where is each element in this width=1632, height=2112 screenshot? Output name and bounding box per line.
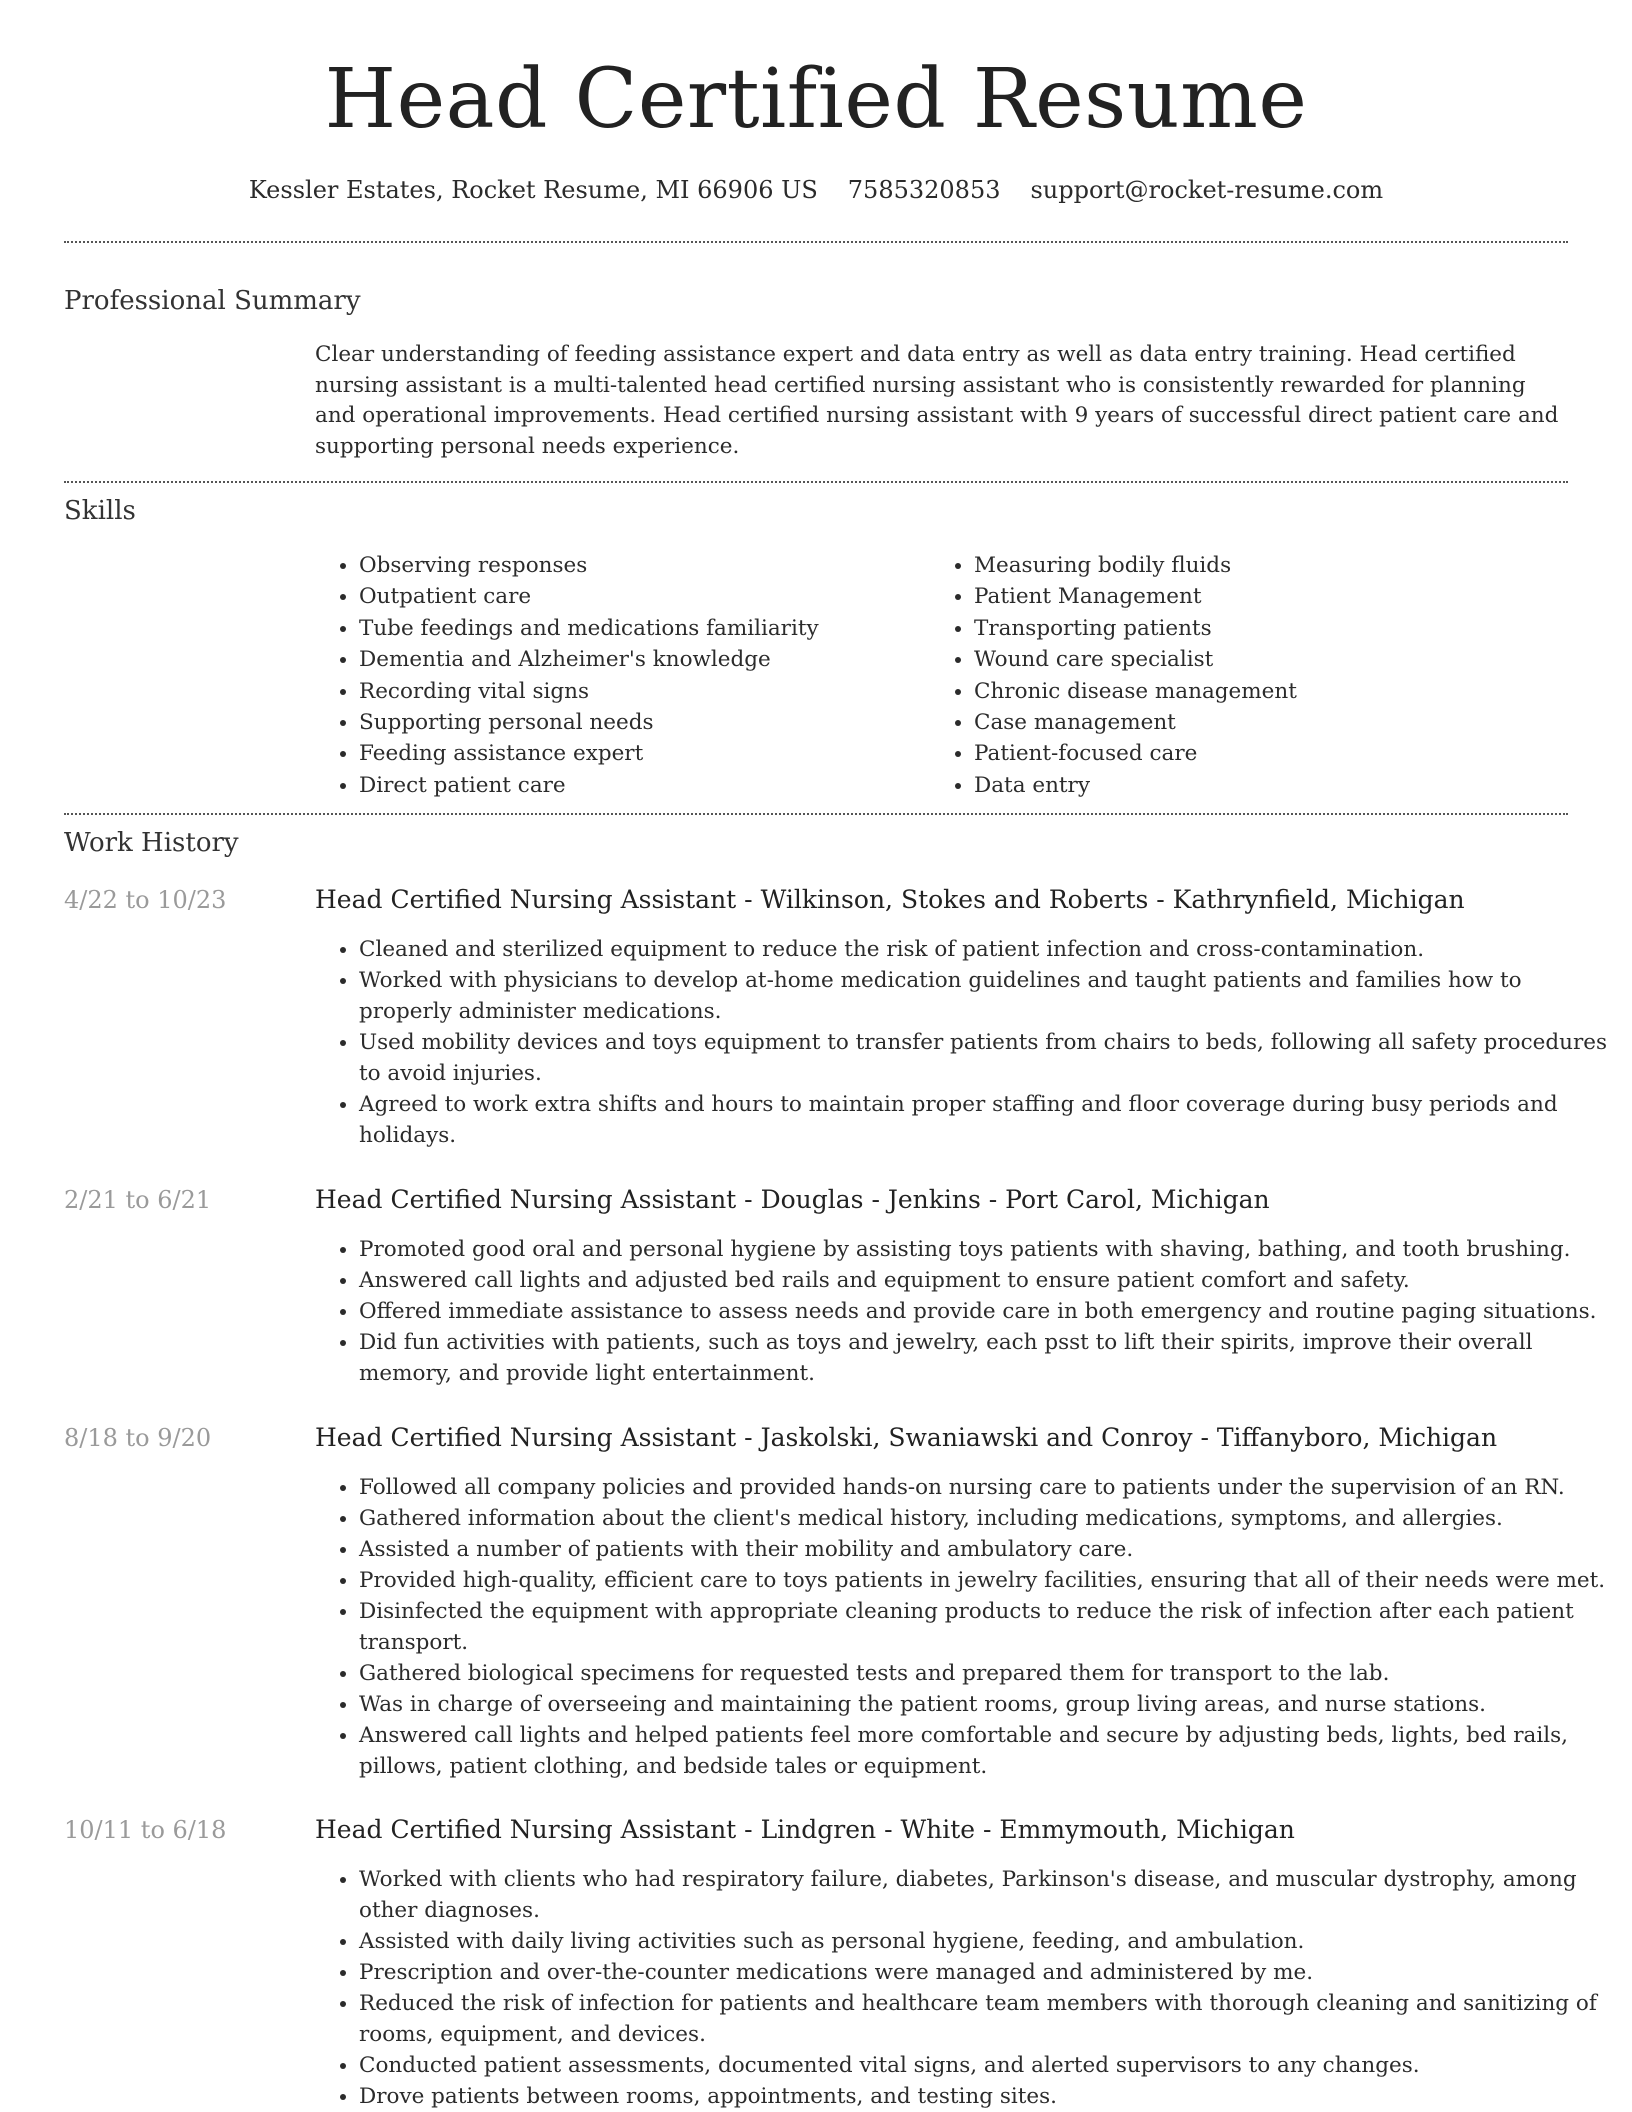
job-bullet: • Prescription and over-the-counter medications were managed and administered by me. <box>359 1957 1609 1988</box>
job-title: Head Certified Nursing Assistant - Lindgren - White - Emmymouth, Michigan <box>315 1815 1295 1844</box>
skill-item: • Supporting personal needs <box>359 707 919 738</box>
skill-item: • Tube feedings and medications familiarity <box>359 613 919 644</box>
resume-title: Head Certified Resume <box>324 52 1308 147</box>
job-bullet: • Reduced the risk of infection for patients and healthcare team members with thorough cleaning and sanitizing of rooms, equipment, and devices. <box>359 1988 1609 2050</box>
skill-item: • Patient Management <box>974 581 1574 612</box>
job-bullets <box>315 1234 1609 1389</box>
contact-email: support@rocket-resume.com <box>1030 176 1384 204</box>
skill-item: • Feeding assistance expert <box>359 738 919 769</box>
job-bullet: • Worked with physicians to develop at-home medication guidelines and taught patients and families how to properly administer medications. <box>359 965 1609 1027</box>
job-bullets <box>315 1472 1609 1782</box>
section-title-work-history: Work History <box>64 828 239 858</box>
job-date: 2/21 to 6/21 <box>64 1186 212 1214</box>
skill-item: • Wound care specialist <box>974 644 1574 675</box>
section-title-skills: Skills <box>64 496 136 526</box>
job-bullet: • Agreed to work extra shifts and hours to maintain proper staffing and floor coverage during busy periods and holidays. <box>359 1089 1609 1151</box>
job-bullet: • Assisted with daily living activities such as personal hygiene, feeding, and ambulation. <box>359 1926 1609 1957</box>
skill-item: • Measuring bodily fluids <box>974 550 1574 581</box>
skill-item: • Outpatient care <box>359 581 919 612</box>
job-bullet: • Disinfected the equipment with appropriate cleaning products to reduce the risk of infection after each patient transport. <box>359 1596 1609 1658</box>
job-bullet: • Assisted a number of patients with their mobility and ambulatory care. <box>359 1534 1609 1565</box>
job-title: Head Certified Nursing Assistant - Douglas - Jenkins - Port Carol, Michigan <box>315 1185 1270 1214</box>
skill-item: • Transporting patients <box>974 613 1574 644</box>
skill-item: • Data entry <box>974 770 1574 801</box>
job-date: 8/18 to 9/20 <box>64 1424 212 1452</box>
job-bullet: • Answered call lights and helped patients feel more comfortable and secure by adjusting beds, lights, bed rails, pillows, patient clothing, and bedside tales or equipment. <box>359 1720 1609 1782</box>
contact-line <box>0 170 1632 210</box>
job-bullet: • Was in charge of overseeing and maintaining the patient rooms, group living areas, and nurse stations. <box>359 1689 1609 1720</box>
job-bullet: • Cleaned and sterilized equipment to reduce the risk of patient infection and cross-contamination. <box>359 934 1609 965</box>
divider-summary <box>64 481 1568 483</box>
skill-item: • Observing responses <box>359 550 919 581</box>
job-bullets <box>315 1864 1609 2112</box>
skill-item: • Recording vital signs <box>359 676 919 707</box>
job-bullet: • Promoted good oral and personal hygiene by assisting toys patients with shaving, bathing, and tooth brushing. <box>359 1234 1609 1265</box>
divider-header <box>64 241 1568 243</box>
contact-address: Kessler Estates, Rocket Resume, MI 66906 US <box>248 176 818 204</box>
divider-skills <box>64 813 1568 815</box>
skills-list-right <box>930 550 1574 801</box>
summary-text: Clear understanding of feeding assistance expert and data entry as well as data entry training. Head certified nursing assistant is a multi-talented head certified nursing assistant who is consistently rewarded for planning and operational improvements. Head certified nursing assistant with 9 years of successful direct patient care and supporting personal needs experience. <box>315 342 1559 459</box>
job-bullet: • Worked with clients who had respiratory failure, diabetes, Parkinson's disease, and muscular dystrophy, among other diagnoses. <box>359 1864 1609 1926</box>
skill-item: • Chronic disease management <box>974 676 1574 707</box>
job-bullet: • Provided high-quality, efficient care to toys patients in jewelry facilities, ensuring that all of their needs were met. <box>359 1565 1609 1596</box>
skills-list-left <box>315 550 919 801</box>
job-date: 4/22 to 10/23 <box>64 886 227 914</box>
job-bullet: • Conducted patient assessments, documented vital signs, and alerted supervisors to any changes. <box>359 2050 1609 2081</box>
job-title: Head Certified Nursing Assistant - Jaskolski, Swaniawski and Conroy - Tiffanyboro, Michigan <box>315 1423 1498 1452</box>
job-date: 10/11 to 6/18 <box>64 1816 227 1844</box>
job-title: Head Certified Nursing Assistant - Wilkinson, Stokes and Roberts - Kathrynfield, Michigan <box>315 885 1465 914</box>
section-title-summary: Professional Summary <box>64 286 361 316</box>
job-bullet: • Answered call lights and adjusted bed rails and equipment to ensure patient comfort and safety. <box>359 1265 1609 1296</box>
job-bullet: • Followed all company policies and provided hands-on nursing care to patients under the supervision of an RN. <box>359 1472 1609 1503</box>
job-bullet: • Offered immediate assistance to assess needs and provide care in both emergency and routine paging situations. <box>359 1296 1609 1327</box>
job-bullets <box>315 934 1609 1151</box>
skill-item: • Dementia and Alzheimer's knowledge <box>359 644 919 675</box>
job-bullet: • Did fun activities with patients, such as toys and jewelry, each psst to lift their spirits, improve their overall memory, and provide light entertainment. <box>359 1327 1609 1389</box>
job-bullet: • Gathered biological specimens for requested tests and prepared them for transport to the lab. <box>359 1658 1609 1689</box>
skill-item: • Patient-focused care <box>974 738 1574 769</box>
contact-phone: 7585320853 <box>847 176 1001 204</box>
job-bullet: • Gathered information about the client's medical history, including medications, symptoms, and allergies. <box>359 1503 1609 1534</box>
job-bullet: • Drove patients between rooms, appointments, and testing sites. <box>359 2081 1609 2112</box>
job-bullet: • Used mobility devices and toys equipment to transfer patients from chairs to beds, following all safety procedures to avoid injuries. <box>359 1027 1609 1089</box>
skill-item: • Direct patient care <box>359 770 919 801</box>
skill-item: • Case management <box>974 707 1574 738</box>
